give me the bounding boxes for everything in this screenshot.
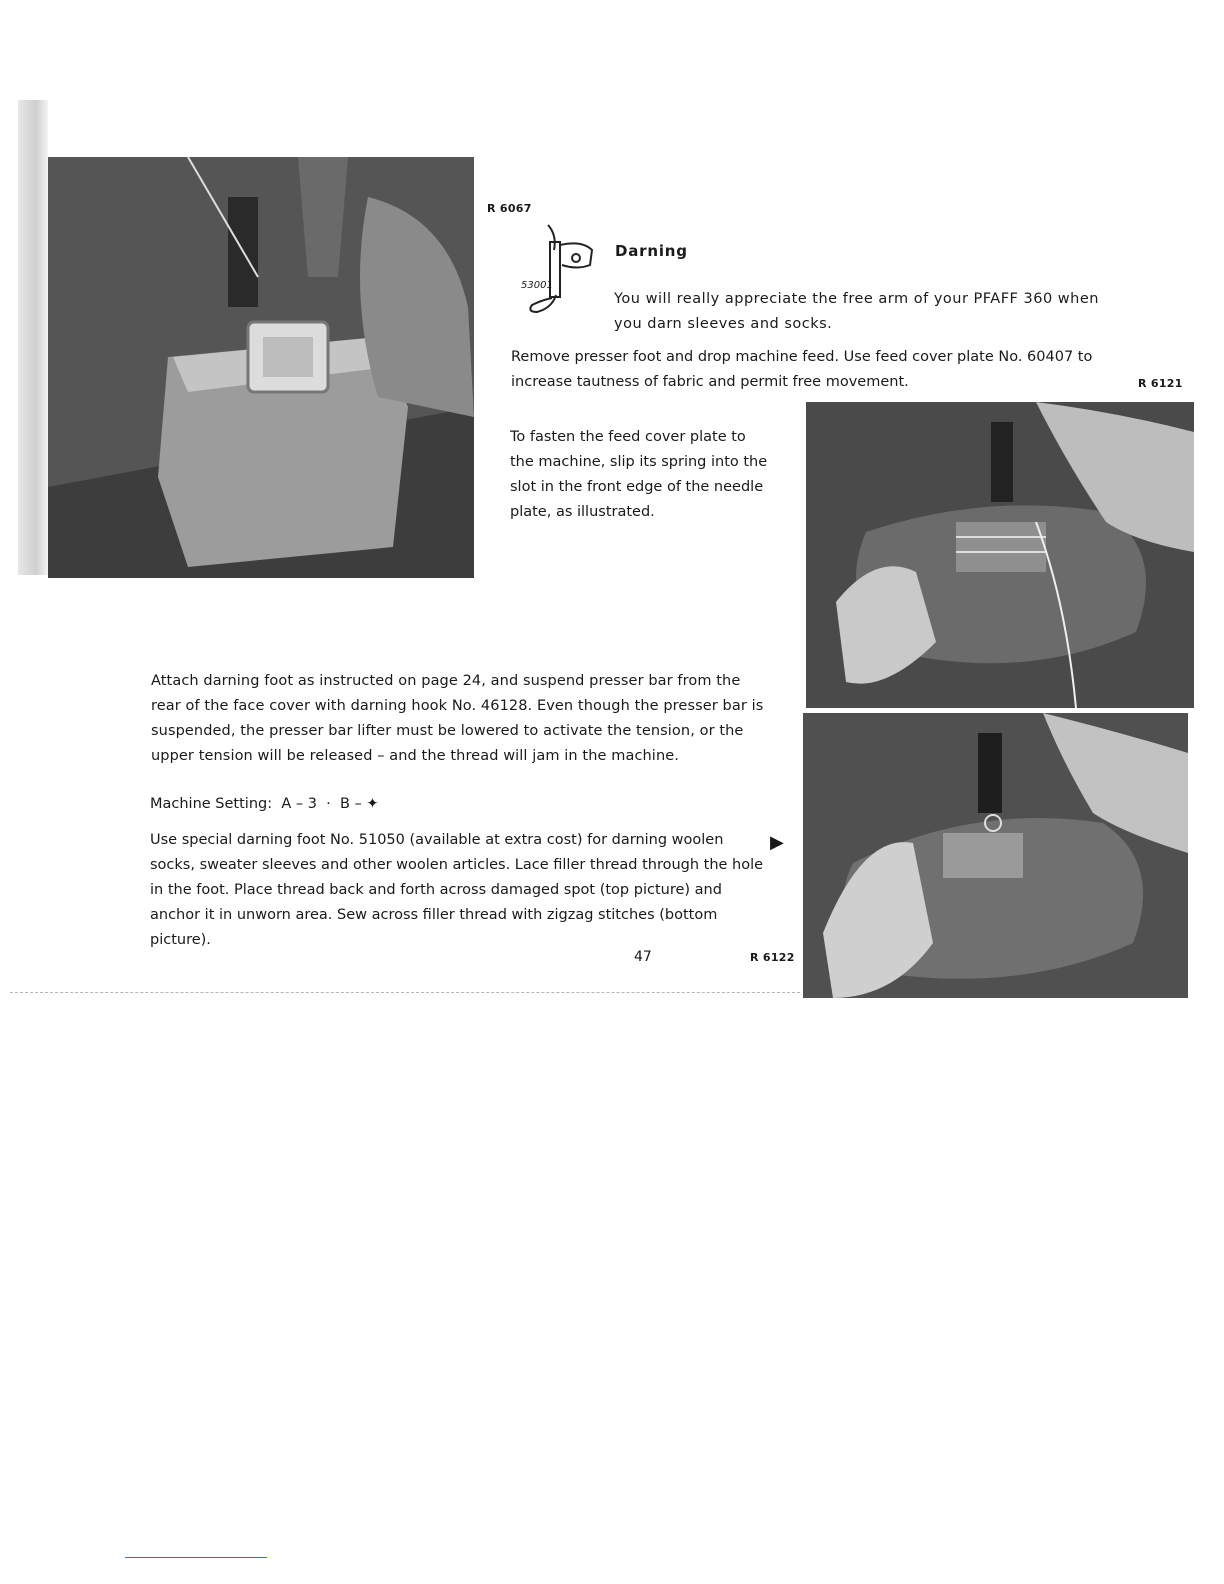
scan-edge-shadow — [18, 100, 48, 575]
figure-code-r6122: R 6122 — [750, 951, 795, 964]
paragraph-fasten-plate: To fasten the feed cover plate to the machine, slip its spring into the slot in the front edge of the needle plate, as illustrated. — [510, 429, 768, 520]
bottom-dotted-rule — [10, 992, 800, 993]
page-number: 47 — [634, 949, 652, 965]
photo-zigzag-stitching — [803, 713, 1188, 998]
scan-mark-line — [125, 1557, 267, 1558]
paragraph-special-darning-foot: Use special darning foot No. 51050 (available at extra cost) for darning woolen socks, sweater sleeves and other woolen articles. Lace filler thread through the hole in the foot. Place thread back and forth across damaged spot (top picture) and anchor it in unworn area. Sew across filler thread with zigzag stitches (bottom picture). — [150, 832, 764, 948]
figure-code-r6121: R 6121 — [1138, 377, 1183, 390]
paragraph-attach-darning-foot: Attach darning foot as instructed on page 24, and suspend presser bar from the rear of the face cover with darning hook No. 46128. Even though the presser bar is suspended, the presser bar lifter must be lowered to activate the tension, or the upper tension will be released – and the thread will jam in the machine. — [151, 673, 764, 764]
section-title: Darning — [615, 242, 688, 260]
paragraph-remove-presser-foot: Remove presser foot and drop machine feed. Use feed cover plate No. 60407 to increase tautness of fabric and permit free movement. — [511, 349, 1093, 390]
photo-filler-thread — [806, 402, 1194, 708]
photo-feed-cover-plate — [48, 157, 474, 578]
machine-setting: Machine Setting: A – 3 · B – ✦ — [150, 796, 379, 812]
pointer-arrow-icon: ▶ — [770, 832, 784, 853]
figure-code-r6067: R 6067 — [487, 202, 532, 215]
darning-foot-diagram — [512, 220, 602, 320]
foot-part-number: 53001 — [521, 280, 553, 291]
darning-foot-icon — [512, 220, 602, 320]
intro-paragraph: You will really appreciate the free arm of your PFAFF 360 when you darn sleeves and socks. — [614, 291, 1099, 332]
